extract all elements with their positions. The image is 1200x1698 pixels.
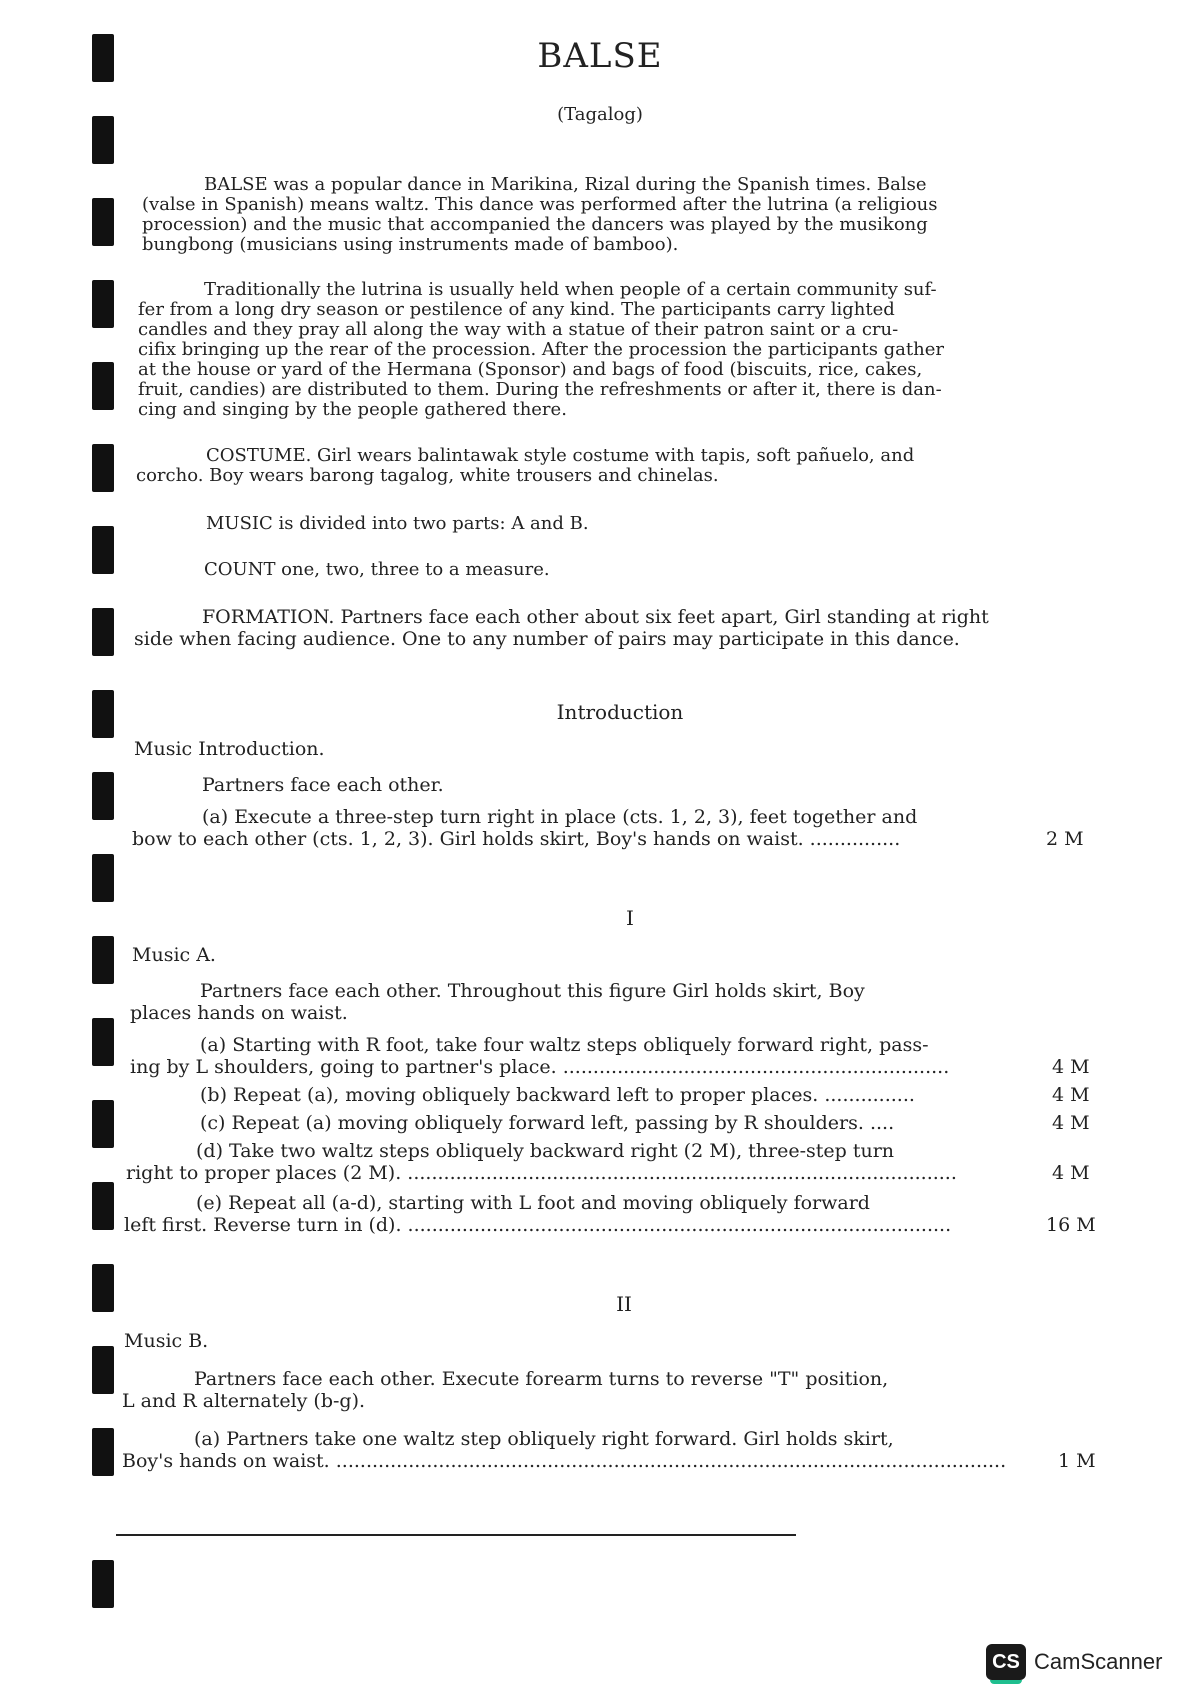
footnote-divider [116, 1534, 796, 1536]
formation-paragraph [134, 606, 1089, 650]
binding-hole [92, 198, 114, 246]
step-line: bow to each other (cts. 1, 2, 3). Girl holds skirt, Boy's hands on waist. ............... [132, 828, 901, 850]
binding-hole [92, 1182, 114, 1230]
step-row [130, 1112, 1020, 1134]
step-row [126, 1140, 1020, 1184]
intro-text: Partners face each other. [202, 774, 444, 796]
text-line: places hands on waist. [130, 1002, 348, 1024]
step-row [122, 1428, 1022, 1472]
camscanner-logo-icon: CS [986, 1644, 1026, 1680]
measure-count: 4 M [1052, 1056, 1090, 1078]
text-line: BALSE was a popular dance in Marikina, Rizal during the Spanish times. Balse [204, 174, 927, 195]
measure-count: 4 M [1052, 1084, 1090, 1106]
section-heading-introduction: Introduction [556, 700, 684, 724]
step-row [130, 1084, 1020, 1106]
page-subtitle: (Tagalog) [557, 104, 643, 125]
binding-hole [92, 608, 114, 656]
text-line: fer from a long dry season or pestilence of any kind. The participants carry lighted [138, 299, 895, 320]
step-row [130, 1034, 1020, 1078]
binding-hole [92, 280, 114, 328]
measure-count: 1 M [1058, 1450, 1096, 1472]
music-label: Music Introduction. [134, 738, 325, 760]
text-line: Traditionally the lutrina is usually held when people of a certain community suf- [204, 279, 937, 300]
tradition-paragraph [138, 280, 1072, 420]
step-line: (c) Repeat (a) moving obliquely forward left, passing by R shoulders. .... [200, 1112, 895, 1134]
measure-count: 4 M [1052, 1162, 1090, 1184]
measure-count: 4 M [1052, 1112, 1090, 1134]
step-line: (a) Starting with R foot, take four waltz steps obliquely forward right, pass- [200, 1034, 929, 1056]
binding-hole [92, 854, 114, 902]
binding-hole [92, 1018, 114, 1066]
measure-count: 2 M [1046, 828, 1084, 850]
step-line: right to proper places (2 M). ........................................................................................... [126, 1162, 957, 1184]
intro-paragraph [142, 175, 1072, 255]
text-line: at the house or yard of the Hermana (Sponsor) and bags of food (biscuits, rice, cakes, [138, 359, 923, 380]
step-line: (a) Execute a three-step turn right in place (cts. 1, 2, 3), feet together and [202, 806, 918, 828]
camscanner-label: CamScanner [1034, 1649, 1163, 1674]
step-line: (a) Partners take one waltz step obliquely right forward. Girl holds skirt, [194, 1428, 894, 1450]
music-label: Music B. [124, 1330, 209, 1352]
text-line: fruit, candies) are distributed to them. During the refreshments or after it, there is dan- [138, 379, 942, 400]
text-line: COSTUME. Girl wears balintawak style costume with tapis, soft pañuelo, and [206, 445, 915, 466]
binding-hole [92, 1100, 114, 1148]
costume-paragraph [136, 446, 1076, 486]
step-line: (e) Repeat all (a-d), starting with L foot and moving obliquely forward [196, 1192, 870, 1214]
measure-count: 16 M [1046, 1214, 1096, 1236]
music-line: MUSIC is divided into two parts: A and B. [206, 513, 589, 534]
section-heading-figure-2: II [616, 1292, 632, 1316]
step-line: left first. Reverse turn in (d). .......................................................................................... [124, 1214, 952, 1236]
step-row [124, 1192, 1020, 1236]
figure-intro [122, 1368, 1022, 1412]
text-line: candles and they pray all along the way with a statue of their patron saint or a cru- [138, 319, 899, 340]
step-row [132, 806, 1012, 850]
binding-hole [92, 362, 114, 410]
music-label: Music A. [132, 944, 216, 966]
binding-hole [92, 526, 114, 574]
binding-hole [92, 1428, 114, 1476]
step-line: (b) Repeat (a), moving obliquely backward left to proper places. ............... [200, 1084, 915, 1106]
step-line: ing by L shoulders, going to partner's place. ................................................................ [130, 1056, 950, 1078]
text-line: cifix bringing up the rear of the procession. After the procession the participants gather [138, 339, 944, 360]
binding-hole [92, 444, 114, 492]
text-line: cing and singing by the people gathered there. [138, 399, 567, 420]
text-line: corcho. Boy wears barong tagalog, white trousers and chinelas. [136, 465, 719, 486]
section-heading-figure-1: I [626, 906, 634, 930]
figure-intro [130, 980, 1020, 1024]
binding-hole [92, 936, 114, 984]
text-line: side when facing audience. One to any number of pairs may participate in this dance. [134, 628, 960, 650]
page-title: BALSE [537, 36, 663, 76]
text-line: Partners face each other. Execute forearm turns to reverse "T" position, [194, 1368, 889, 1390]
binding-hole [92, 1560, 114, 1608]
binding-hole [92, 772, 114, 820]
step-line: Boy's hands on waist. ............................................................................................................... [122, 1450, 1007, 1472]
camscanner-watermark [986, 1642, 1162, 1682]
text-line: L and R alternately (b-g). [122, 1390, 366, 1412]
text-line: (valse in Spanish) means waltz. This dance was performed after the lutrina (a religious [142, 194, 938, 215]
text-line: Partners face each other. Throughout this figure Girl holds skirt, Boy [200, 980, 865, 1002]
binding-holes [92, 30, 122, 1650]
binding-hole [92, 1346, 114, 1394]
text-line: procession) and the music that accompanied the dancers was played by the musikong [142, 214, 928, 235]
text-line: FORMATION. Partners face each other about six feet apart, Girl standing at right [202, 606, 989, 628]
text-line: bungbong (musicians using instruments made of bamboo). [142, 234, 679, 255]
step-line: (d) Take two waltz steps obliquely backward right (2 M), three-step turn [196, 1140, 895, 1162]
count-line: COUNT one, two, three to a measure. [204, 559, 550, 580]
